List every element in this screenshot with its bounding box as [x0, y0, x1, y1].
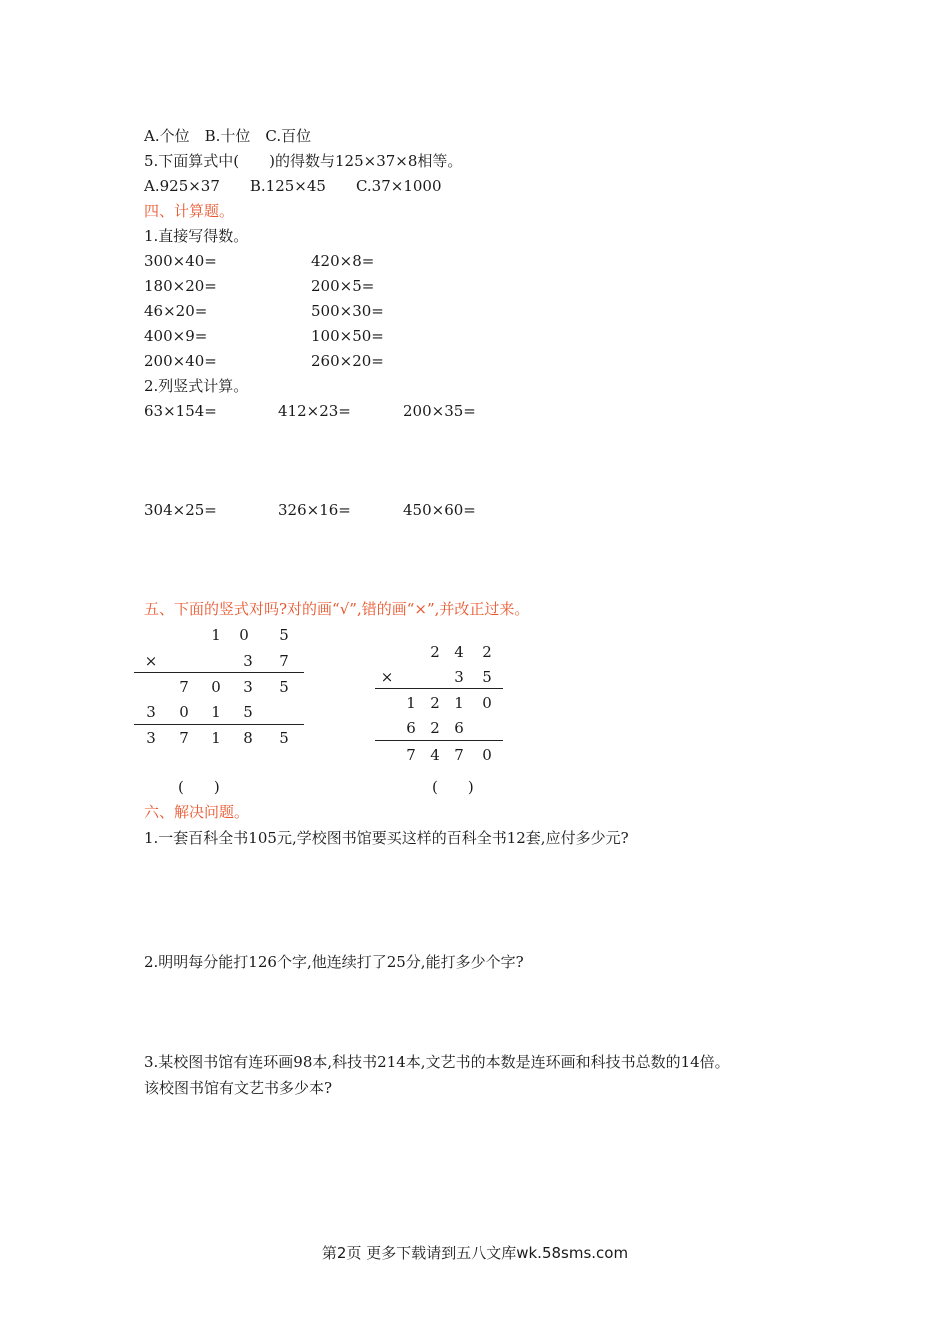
oral-problem: 400×9= [144, 327, 208, 345]
problem-3-line2: 该校图书馆有文艺书多少本? [144, 1079, 333, 1097]
digit: 2 [430, 643, 440, 661]
times-sign: × [144, 652, 158, 670]
oral-problem: 500×30= [311, 302, 384, 320]
times-sign: × [380, 668, 394, 686]
page-footer: 第2页 更多下载请到五八文库wk.58sms.com [321, 1244, 629, 1262]
vertical-problem: 200×35= [403, 402, 476, 420]
digit: 0 [211, 678, 221, 696]
problem-1: 1.一套百科全书105元,学校图书馆要买这样的百科全书12套,应付多少元? [144, 829, 629, 847]
oral-problem: 260×20= [311, 352, 384, 370]
q5-options: A.925×37 B.125×45 C.37×1000 [144, 177, 442, 195]
digit: 7 [179, 729, 189, 747]
problem-3-line1: 3.某校图书馆有连环画98本,科技书214本,文艺书的本数是连环画和科技书总数的14倍。 [144, 1053, 730, 1071]
digit: 5 [482, 668, 492, 686]
digit: 8 [243, 729, 253, 747]
digit: 5 [279, 729, 289, 747]
digit: 1 [454, 694, 464, 712]
section4-sub1: 1.直接写得数。 [144, 227, 249, 245]
digit: 3 [146, 703, 156, 721]
section6-title: 六、解决问题。 [144, 803, 250, 821]
digit: 5 [279, 678, 289, 696]
digit: 0 [179, 703, 189, 721]
section4-sub2: 2.列竖式计算。 [144, 377, 249, 395]
digit: 7 [406, 746, 416, 764]
digit: 7 [179, 678, 189, 696]
vertical-problem: 63×154= [144, 402, 217, 420]
vertical-problem: 412×23= [278, 402, 351, 420]
vertical-problem: 304×25= [144, 501, 217, 519]
oral-problem: 420×8= [311, 252, 375, 270]
answer-parentheses[interactable]: ( ) [432, 778, 474, 796]
digit: 0 [239, 626, 249, 644]
digit: 6 [406, 719, 416, 737]
digit: 6 [454, 719, 464, 737]
digit: 2 [430, 694, 440, 712]
digit: 0 [482, 746, 492, 764]
digit: 0 [482, 694, 492, 712]
rule [375, 740, 503, 741]
digit: 2 [482, 643, 492, 661]
digit: 1 [211, 729, 221, 747]
q5-stem: 5.下面算式中( )的得数与125×37×8相等。 [144, 152, 463, 170]
digit: 7 [279, 652, 289, 670]
oral-problem: 300×40= [144, 252, 217, 270]
oral-problem: 200×5= [311, 277, 375, 295]
rule [134, 672, 304, 673]
digit: 1 [211, 703, 221, 721]
digit: 7 [454, 746, 464, 764]
vertical-problem: 450×60= [403, 501, 476, 519]
oral-problem: 180×20= [144, 277, 217, 295]
rule [134, 724, 304, 725]
digit: 3 [243, 678, 253, 696]
digit: 2 [430, 719, 440, 737]
oral-problem: 200×40= [144, 352, 217, 370]
digit: 4 [454, 643, 464, 661]
digit: 5 [279, 626, 289, 644]
section4-title: 四、计算题。 [144, 202, 235, 220]
digit: 3 [243, 652, 253, 670]
rule [375, 688, 503, 689]
answer-parentheses[interactable]: ( ) [178, 778, 220, 796]
oral-problem: 100×50= [311, 327, 384, 345]
digit: 1 [211, 626, 221, 644]
digit: 3 [454, 668, 464, 686]
digit: 5 [243, 703, 253, 721]
oral-problem: 46×20= [144, 302, 208, 320]
digit: 1 [406, 694, 416, 712]
problem-2: 2.明明每分能打126个字,他连续打了25分,能打多少个字? [144, 953, 524, 971]
q4-options: A.个位 B.十位 C.百位 [144, 127, 312, 145]
section5-title: 五、下面的竖式对吗?对的画“√”,错的画“×”,并改正过来。 [144, 600, 530, 618]
digit: 4 [430, 746, 440, 764]
vertical-problem: 326×16= [278, 501, 351, 519]
digit: 3 [146, 729, 156, 747]
